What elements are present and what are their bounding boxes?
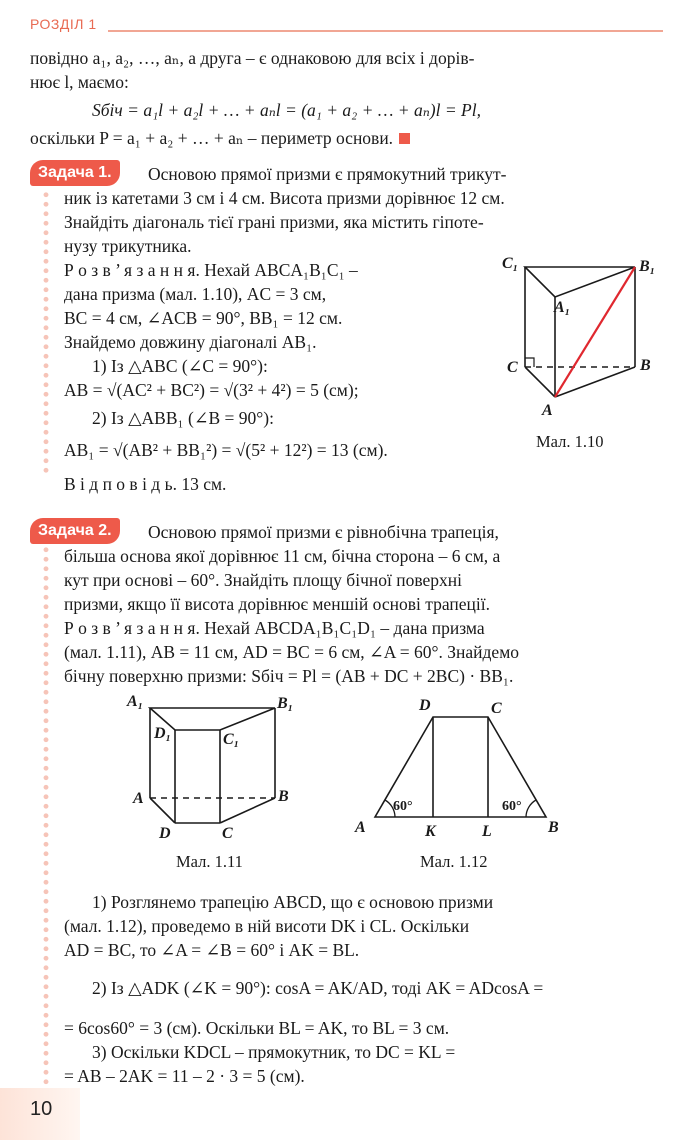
figure-1-11-prism	[125, 688, 305, 846]
task2-text-line: призми, якщо її висота дорівнює меншій основі трапеції.	[64, 594, 490, 614]
end-of-proof-square	[399, 133, 410, 144]
section-header: РОЗДІЛ 1	[30, 16, 97, 32]
label-c1: C₁	[502, 255, 519, 272]
label-l: L	[482, 823, 492, 840]
label-d: D	[159, 825, 171, 842]
intro-line-3: оскільки P = a₁ + a₂ + … + aₙ – периметр основи.	[30, 126, 410, 150]
task1-text-line: нузу трикутника.	[64, 236, 192, 256]
task1-text-line: Основою прямої призми є прямокутний трикут-	[148, 164, 507, 184]
task1-text-line: ник із катетами 3 см і 4 см. Висота призми дорівнює 12 см.	[64, 188, 505, 208]
figure-1-12-caption: Мал. 1.12	[420, 852, 488, 871]
task2-step-line: 1) Розглянемо трапецію ABCD, що є основою призми	[92, 892, 494, 912]
label-b: B	[640, 357, 651, 374]
figure-1-12-trapezoid	[350, 692, 575, 844]
label-b1: B₁	[639, 258, 656, 275]
task1-badge: Задача 1.	[30, 160, 120, 186]
label-b: B	[278, 788, 289, 805]
diagonal-ab1	[555, 267, 635, 397]
figure-1-10-prism	[500, 252, 675, 422]
intro-line-2: нює l, маємо:	[30, 72, 129, 92]
task1-answer: В і д п о в і д ь. 13 см.	[64, 474, 227, 494]
angle-label-a: 60°	[393, 799, 413, 814]
task1-solution-line: 1) Із △ABC (∠C = 90°):	[92, 356, 268, 376]
label-a: A	[542, 402, 553, 419]
label-c1: C₁	[223, 731, 240, 748]
prism-base-ca	[525, 367, 555, 397]
figure-1-10-caption: Мал. 1.10	[536, 432, 604, 451]
page-number: 10	[30, 1098, 53, 1120]
angle-arc-b	[526, 800, 536, 817]
intro-line-1: повідно a₁, a₂, …, aₙ, а друга – є однаковою для всіх і дорів-	[30, 48, 475, 68]
label-c: C	[222, 825, 233, 842]
task2-step-line: AD = BC, то ∠A = ∠B = 60° і AK = BL.	[64, 940, 360, 960]
task1-solution-line: AB = √(AC² + BC²) = √(3² + 4²) = 5 (см);	[64, 380, 359, 400]
task1-solution-line: AB₁ = √(AB² + BB₁²) = √(5² + 12²) = 13 (см).	[64, 440, 388, 460]
label-d1: D₁	[154, 725, 172, 742]
task2-solution-line: бічну поверхню призми: Sбіч = Pl = (AB + DC + 2BC) · BB₁.	[64, 666, 514, 686]
label-d: D	[419, 697, 431, 714]
label-b: B	[548, 819, 559, 836]
prism-base-ab	[555, 367, 635, 397]
label-b1: B₁	[277, 695, 294, 712]
base-cb	[220, 798, 275, 823]
label-a: A	[133, 790, 144, 807]
task2-step-line: 2) Із △ADK (∠K = 90°): cosA = AK/AD, тоді AK = ADcosA =	[92, 978, 544, 998]
task2-solution-line: Р о з в ’ я з а н н я. Нехай ABCDA₁B₁C₁D₁ – дана призма	[64, 618, 485, 638]
task2-step-line: (мал. 1.12), проведемо в ній висоти DK і CL. Оскільки	[64, 916, 470, 936]
task2-solution-line: (мал. 1.11), AB = 11 см, AD = BC = 6 см, ∠A = 60°. Знайдемо	[64, 642, 520, 662]
task1-dotted-margin	[42, 190, 50, 476]
figure-1-11-caption: Мал. 1.11	[176, 852, 243, 871]
task1-solution-line: дана призма (мал. 1.10), AC = 3 см,	[64, 284, 327, 304]
header-rule	[108, 30, 663, 32]
base-ad	[150, 798, 175, 823]
task1-solution-line: Р о з в ’ я з а н н я. Нехай ABCA₁B₁C₁ –	[64, 260, 358, 280]
label-a: A	[355, 819, 366, 836]
task2-step-line: 3) Оскільки KDCL – прямокутник, то DC = KL =	[92, 1042, 456, 1062]
task1-text-line: Знайдіть діагональ тієї грані призми, яка містить гіпоте-	[64, 212, 484, 232]
task2-badge: Задача 2.	[30, 518, 120, 544]
task2-step-line: = AB – 2AK = 11 – 2 · 3 = 5 (см).	[64, 1066, 305, 1086]
task1-solution-line: Знайдемо довжину діагоналі AB₁.	[64, 332, 317, 352]
label-c: C	[491, 700, 502, 717]
task1-solution-line: BC = 4 см, ∠ACB = 90°, BB₁ = 12 см.	[64, 308, 343, 328]
label-k: K	[425, 823, 436, 840]
label-c: C	[507, 359, 518, 376]
angle-label-b: 60°	[502, 799, 522, 814]
task2-step-line: = 6cos60° = 3 (см). Оскільки BL = AK, то BL = 3 см.	[64, 1018, 450, 1038]
label-a1: A₁	[127, 693, 144, 710]
intro-formula: Sбіч = a₁l + a₂l + … + aₙl = (a₁ + a₂ + … + aₙ)l = Pl,	[92, 100, 481, 120]
task1-solution-line: 2) Із △ABB₁ (∠B = 90°):	[92, 408, 274, 428]
label-a1: A₁	[554, 299, 571, 316]
right-angle-mark	[525, 358, 534, 367]
task2-text-line: кут при основі – 60°. Знайдіть площу бічної поверхні	[64, 570, 462, 590]
task2-dotted-margin	[42, 545, 50, 1090]
task2-text-line: Основою прямої призми є рівнобічна трапеція,	[148, 522, 499, 542]
task2-text-line: більша основа якої дорівнює 11 см, бічна сторона – 6 см, а	[64, 546, 501, 566]
